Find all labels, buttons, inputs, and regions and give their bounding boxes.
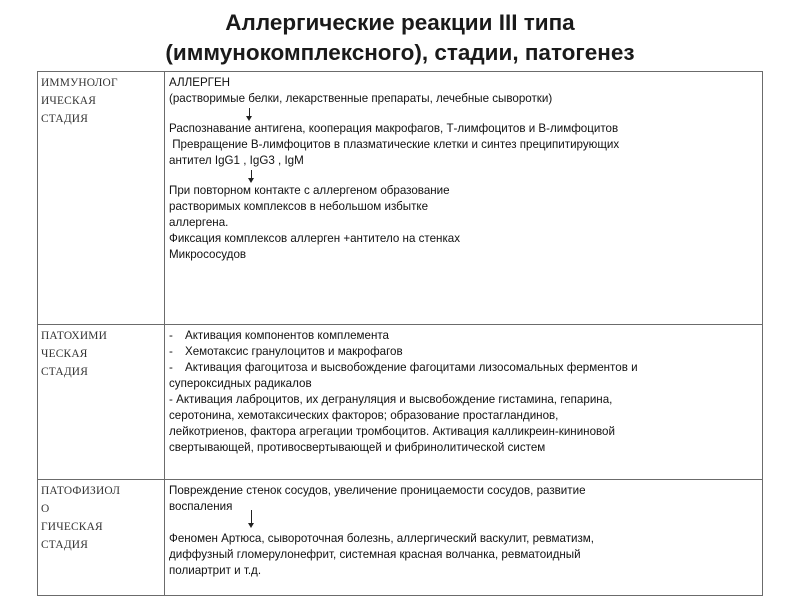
desc-line: супероксидных радикалов [169, 377, 312, 390]
desc-line: полиартрит и т.д. [169, 564, 262, 577]
desc-line: воспаления [169, 500, 233, 513]
desc-line: аллергена. [169, 216, 229, 229]
list-item-text: Активация фагоцитоза и высвобождение фагоцитами лизосомальных ферментов и [185, 361, 638, 374]
desc-line: АЛЛЕРГЕН [169, 76, 231, 89]
stage-description [165, 480, 762, 581]
list-dash: - [169, 361, 173, 374]
stage-name [38, 72, 164, 128]
desc-line: растворимых комплексов в небольшом избытке [169, 200, 429, 213]
desc-line: лейкотриенов, фактора агрегации тромбоцитов. Активация калликреин-кининовой [169, 425, 615, 438]
desc-line: Микрососудов [169, 248, 247, 261]
stage-name-cell [38, 72, 165, 325]
stage-name-line: СТАДИЯ [41, 366, 89, 378]
stage-name-line: ИММУНОЛОГ [41, 77, 118, 89]
stage-name [38, 480, 164, 554]
stage-name-line: ГИЧЕСКАЯ [41, 521, 103, 533]
desc-line: Превращение В-лимфоцитов в плазматические клетки и синтез преципитирующих [169, 138, 620, 151]
down-arrow-icon [169, 107, 760, 121]
stage-name-line: ПАТОФИЗИОЛ [41, 485, 121, 497]
stage-name-line: ИЧЕСКАЯ [41, 95, 97, 107]
down-arrow-icon [169, 509, 760, 531]
desc-line: антител IgG1 , IgG3 , IgM [169, 154, 304, 167]
stage-description [165, 72, 762, 265]
stage-name-cell [38, 325, 165, 480]
title-line-2: (иммунокомплексного), стадии, патогенез [165, 40, 635, 65]
stage-name [38, 325, 164, 381]
desc-line: При повторном контакте с аллергеном образование [169, 184, 450, 197]
list-item [169, 360, 760, 376]
list-item [169, 344, 760, 360]
desc-line: (растворимые белки, лекарственные препараты, лечебные сыворотки) [169, 92, 553, 105]
stage-description-cell [165, 72, 763, 325]
stages-table [37, 71, 763, 596]
stage-name-line: О [41, 503, 50, 515]
stage-name-line: ЧЕСКАЯ [41, 348, 88, 360]
stage-description [165, 325, 762, 458]
slide-title [0, 8, 800, 68]
title-line-1: Аллергические реакции III типа [225, 10, 575, 35]
stage-name-cell [38, 480, 165, 596]
table-row-immunological [38, 72, 763, 325]
list-item [169, 328, 760, 344]
list-dash: - [169, 345, 173, 358]
list-item-text: Хемотаксис гранулоцитов и макрофагов [185, 345, 403, 358]
desc-line: диффузный гломерулонефрит, системная красная волчанка, ревматоидный [169, 548, 581, 561]
desc-line: серотонина, хемотаксических факторов; образование простагландинов, [169, 409, 559, 422]
down-arrow-icon [169, 169, 760, 183]
stage-description-cell [165, 325, 763, 480]
desc-line: - Активация лаброцитов, их дегрануляция и высвобождение гистамина, гепарина, [169, 393, 613, 406]
desc-line: свертывающей, противосвертывающей и фибринолитической систем [169, 441, 546, 454]
list-item-text: Активация компонентов комплемента [185, 329, 389, 342]
desc-line: Феномен Артюса, сывороточная болезнь, аллергический васкулит, ревматизм, [169, 532, 594, 545]
desc-line: Повреждение стенок сосудов, увеличение проницаемости сосудов, развитие [169, 484, 586, 497]
list-dash: - [169, 329, 173, 342]
stage-description-cell [165, 480, 763, 596]
table-row-pathophysiological [38, 480, 763, 596]
stage-name-line: СТАДИЯ [41, 539, 89, 551]
desc-line: Фиксация комплексов аллерген +антитело на стенках [169, 232, 461, 245]
stage-name-line: ПАТОХИМИ [41, 330, 107, 342]
stage-name-line: СТАДИЯ [41, 113, 89, 125]
table-row-pathochemical [38, 325, 763, 480]
desc-line: Распознавание антигена, кооперация макрофагов, Т-лимфоцитов и В-лимфоцитов [169, 122, 619, 135]
